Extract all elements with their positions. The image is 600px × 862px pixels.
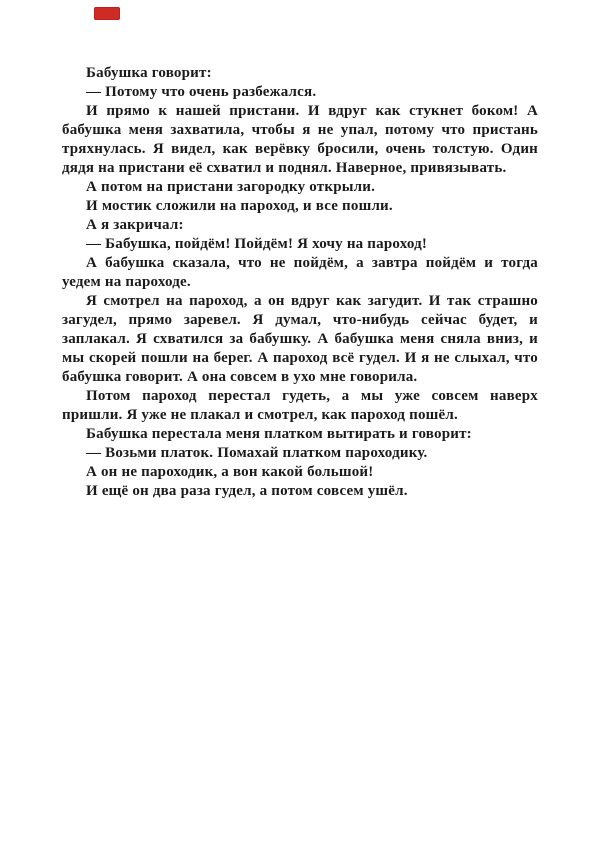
paragraph: А потом на пристани загородку открыли.: [86, 179, 376, 195]
paragraph: Я смотрел на пароход, а он вдруг как загудит. И так страшно загудел, прямо заревел. Я думал, что-нибудь сейчас будет, и заплакал. Я схватился за бабушку. А бабушка меня сняла вниз, и мы скорей пошли на берег. А пароход всё гудел. И я не слыхал, что бабушка говорит. А она совсем в ухо мне говорила.: [62, 293, 538, 385]
paragraph: А он не пароходик, а вон какой большой!: [86, 464, 374, 480]
book-page-text-block: [62, 64, 538, 501]
paragraph: И ещё он два раза гудел, а потом совсем ушёл.: [86, 483, 408, 499]
paragraph: Потом пароход перестал гудеть, а мы уже совсем наверх пришли. Я уже не плакал и смотрел, как пароход пошёл.: [62, 388, 538, 423]
paragraph: И мостик сложили на пароход, и все пошли.: [86, 198, 393, 214]
paragraph: А я закричал:: [86, 217, 184, 233]
paragraph: И прямо к нашей пристани. И вдруг как стукнет боком! А бабушка меня захватила, чтобы я не упал, потому что пристань тряхнулась. Я видел, как верёвку бросили, очень толстую. Один дядя на пристани её схватил и поднял. Наверное, привязывать.: [62, 103, 538, 176]
paragraph: А бабушка сказала, что не пойдём, а завтра пойдём и тогда уедем на пароходе.: [62, 255, 538, 290]
paragraph: Бабушка перестала меня платком вытирать и говорит:: [86, 426, 472, 442]
red-page-marker: [94, 7, 120, 20]
paragraph-dialogue: — Возьми платок. Помахай платком пароходику.: [86, 445, 428, 461]
paragraph-dialogue: — Бабушка, пойдём! Пойдём! Я хочу на пароход!: [86, 236, 428, 252]
paragraph-dialogue: — Потому что очень разбежался.: [86, 84, 317, 100]
paragraph: Бабушка говорит:: [86, 65, 212, 81]
